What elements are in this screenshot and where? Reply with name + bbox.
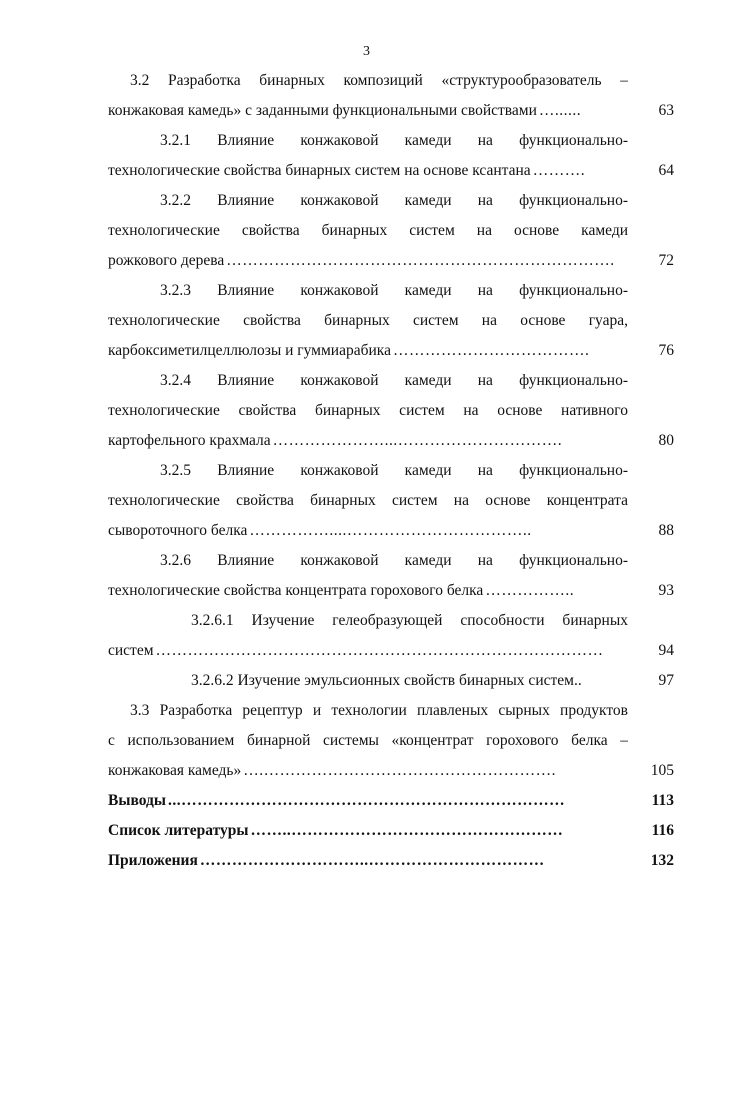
toc-entry-text: технологические свойства концентрата горохового белка (108, 582, 484, 599)
page-ref: 93 (658, 582, 674, 599)
dot-leader: ………. (532, 162, 586, 179)
page-ref: 113 (651, 792, 674, 809)
toc-entry-text: конжаковая камедь» с заданными функциональными свойствами (108, 102, 537, 119)
page-ref: 63 (658, 102, 674, 119)
toc-entry-text: 3.2.3 Влияние конжаковой камеди на функционально- (160, 282, 628, 299)
dot-leader: .. (573, 672, 582, 689)
toc-entry-3-2-6-2[interactable] (108, 666, 674, 696)
toc-entry-text: картофельного крахмала (108, 432, 271, 449)
toc-entry-text: рожкового дерева (108, 252, 225, 269)
page-ref: 97 (658, 672, 674, 689)
toc-entry-text: технологические свойства бинарных систем на основе нативного (108, 402, 628, 419)
dot-leader: ………………………………. (392, 342, 590, 359)
toc-entry-text: технологические свойства бинарных систем на основе камеди (108, 222, 628, 239)
dot-leader: ...……………………………………………………………… (167, 792, 566, 809)
page-ref: 88 (658, 522, 674, 539)
toc-entry-conclusions[interactable] (108, 786, 674, 816)
toc-entry-text: технологические свойства бинарных систем на основе ксантана (108, 162, 531, 179)
toc-entry-text: 3.2.2 Влияние конжаковой камеди на функционально- (160, 192, 628, 209)
page-ref: 76 (658, 342, 674, 359)
dot-leader: …...... (538, 102, 582, 119)
dot-leader: …………………………..…………………………… (199, 852, 545, 869)
toc-entry-text: Список литературы (108, 822, 249, 839)
toc-entry-3-2-6[interactable] (108, 546, 674, 606)
toc-entry-3-2-3[interactable] (108, 276, 674, 366)
toc-entry-text: сывороточного белка (108, 522, 248, 539)
toc-entry-3-2-6-1[interactable] (108, 606, 674, 666)
toc-entry-text: 3.2 Разработка бинарных композиций «структурообразователь – (130, 72, 628, 89)
dot-leader: ……..…………………………………………… (250, 822, 564, 839)
toc-entry-text: 3.2.6 Влияние конжаковой камеди на функционально- (160, 552, 628, 569)
page-ref: 72 (658, 252, 674, 269)
dot-leader: ……………....…………………………….. (249, 522, 532, 539)
toc-entry-3-2-5[interactable] (108, 456, 674, 546)
toc-entry-references[interactable] (108, 816, 674, 846)
toc-entry-3-3[interactable] (108, 696, 674, 786)
page-ref: 80 (658, 432, 674, 449)
toc-entry-text: 3.3 Разработка рецептур и технологии плавленых сырных продуктов (130, 702, 628, 719)
toc-entry-text: систем (108, 642, 154, 659)
toc-entry-text: карбоксиметилцеллюлозы и гуммиарабика (108, 342, 391, 359)
page-ref: 105 (650, 762, 674, 779)
page-ref: 94 (658, 642, 674, 659)
toc-entry-text: с использованием бинарной системы «концентрат горохового белка – (108, 732, 628, 749)
toc-entry-3-2[interactable] (108, 66, 674, 126)
toc-entry-text: Выводы (108, 792, 166, 809)
dot-leader: ………………………………………………………………. (226, 252, 615, 269)
toc-entry-text: 3.2.5 Влияние конжаковой камеди на функционально- (160, 462, 628, 479)
page-ref: 116 (651, 822, 674, 839)
dot-leader: …………….. (485, 582, 575, 599)
page-number: 3 (363, 44, 370, 59)
dot-leader: ………………………………………………………………………… (155, 642, 604, 659)
toc-entry-3-2-2[interactable] (108, 186, 674, 276)
toc-entry-text: 3.2.1 Влияние конжаковой камеди на функционально- (160, 132, 628, 149)
toc-entry-text: технологические свойства бинарных систем на основе концентрата (108, 492, 628, 509)
toc-entry-3-2-1[interactable] (108, 126, 674, 186)
table-of-contents (108, 66, 674, 876)
toc-entry-text: технологические свойства бинарных систем на основе гуара, (108, 312, 628, 329)
page-ref: 132 (650, 852, 674, 869)
toc-entry-text: 3.2.4 Влияние конжаковой камеди на функционально- (160, 372, 628, 389)
dot-leader: ….………………………………………………. (243, 762, 556, 779)
toc-entry-text: 3.2.6.2 Изучение эмульсионных свойств бинарных систем (191, 672, 574, 689)
toc-entry-text: Приложения (108, 852, 198, 869)
page-ref: 64 (658, 162, 674, 179)
dot-leader: …………………...…………………………. (272, 432, 563, 449)
toc-entry-appendices[interactable] (108, 846, 674, 876)
toc-entry-text: конжаковая камедь» (108, 762, 242, 779)
toc-entry-3-2-4[interactable] (108, 366, 674, 456)
toc-entry-text: 3.2.6.1 Изучение гелеобразующей способности бинарных (191, 612, 628, 629)
